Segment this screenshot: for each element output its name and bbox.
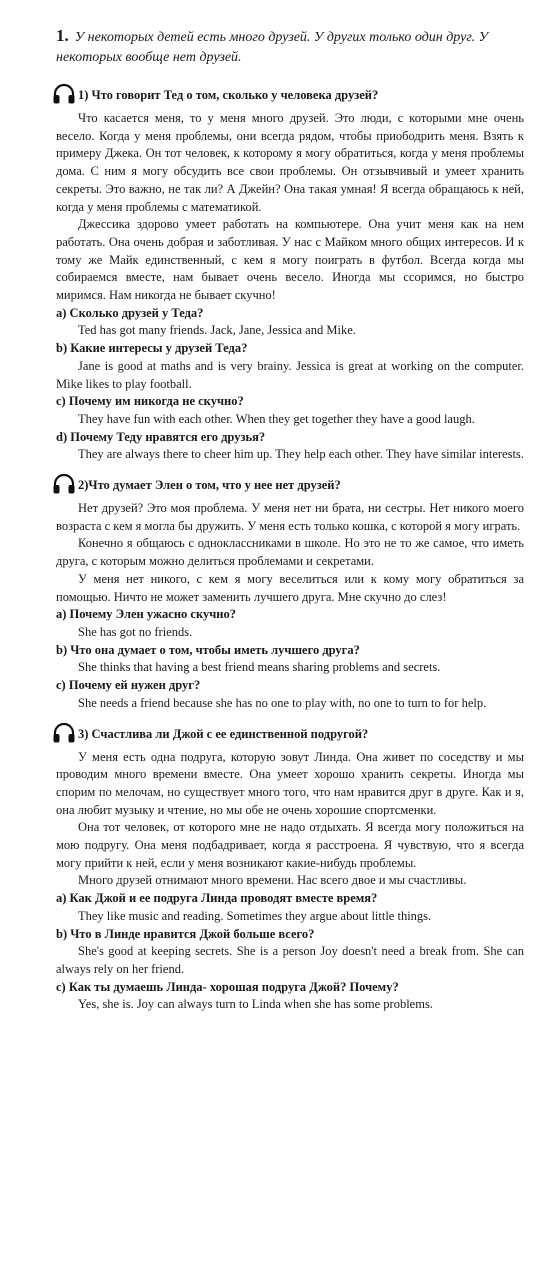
exercise-instruction: У некоторых детей есть много друзей. У других только один друг. У некоторых вообще нет друзей.	[56, 30, 489, 65]
text-paragraph: У меня есть одна подруга, которую зовут Линда. Она живет по соседству и мы проводим много времени вместе. Она умеет хорошо хранить секреты. Иногда мы спорим по мелочам, но существует много того, что нам нравится друг в друге. Как и я, она любит музыку и чтение, но мы обе не очень хорошие спортсменки.	[56, 749, 524, 817]
question: а) Почему Элен ужасно скучно?	[56, 607, 236, 622]
section-heading	[56, 725, 524, 743]
text-paragraph: Много друзей отнимают много времени. Нас всего двое и мы счастливы.	[78, 873, 467, 888]
headphones-icon	[52, 722, 76, 744]
question: с) Почему ей нужен друг?	[56, 678, 201, 693]
page	[56, 26, 524, 1026]
text-paragraph: Она тот человек, от которого мне не надо отдыхать. Я всегда могу положиться на мою подругу. Она меня подбадривает, когда я расстроена. Я чувствую, что я всегда могу прийти к ней, если у меня возникают какие-нибудь проблемы.	[56, 820, 524, 870]
answer: She has got no friends.	[78, 624, 193, 639]
text-paragraph: Конечно я общаюсь с одноклассниками в школе. Но это не то же самое, что иметь друга, с которым можно делиться проблемами и секретами.	[56, 536, 524, 569]
question: b) Что она думает о том, чтобы иметь лучшего друга?	[56, 642, 360, 657]
section-heading	[56, 86, 524, 104]
text-paragraph: Нет друзей? Это моя проблема. У меня нет ни брата, ни сестры. Нет никого моего возраста с кем я могла бы дружить. У меня есть только кошка, с которой я могу играть.	[56, 501, 524, 533]
answer: She thinks that having a best friend means sharing problems and secrets.	[78, 660, 441, 675]
question: а) Сколько друзей у Теда?	[56, 305, 204, 320]
answer: She's good at keeping secrets. She is a person Joy doesn't need a break from. She can always rely on her friend.	[56, 944, 524, 976]
answer: They have fun with each other. When they get together they have a good laugh.	[78, 411, 475, 426]
text-paragraph: У меня нет никого, с кем я могу веселиться или к кому могу обратиться за помощью. Ничто не может заменить лучшего друга. Мне скучно до слез!	[56, 571, 524, 604]
section-3	[56, 725, 524, 1015]
question: b) Какие интересы у друзей Теда?	[56, 341, 248, 356]
text-paragraph: Джессика здорово умеет работать на компьютере. Она учит меня как на нем работать. Она очень добрая и заботливая. У нас с Майком много общих интересов. И к тому же Майк единственный, с кем я могу поиграть в футбол. Всегда когда мы собираемся вместе, нам бывает очень весело. Иногда мы ссоримся, но быстро миримся. Нам никогда не бывает скучно!	[56, 217, 524, 303]
question: а) Как Джой и ее подруга Линда проводят вместе время?	[56, 891, 378, 906]
question: с) Почему им никогда не скучно?	[56, 394, 244, 409]
answer: They like music and reading. Sometimes they argue about little things.	[78, 908, 432, 923]
exercise-title	[56, 26, 524, 68]
section-heading-text: 2)Что думает Элен о том, что у нее нет друзей?	[78, 478, 341, 493]
section-heading-text: 1) Что говорит Тед о том, сколько у человека друзей?	[78, 88, 379, 102]
exercise-number: 1.	[56, 26, 69, 45]
question: b) Что в Линде нравится Джой больше всего?	[56, 926, 315, 941]
section-heading	[56, 476, 524, 494]
text-paragraph: Что касается меня, то у меня много друзей. Это люди, с которыми мне очень весело. Когда у меня проблемы, они всегда рядом, чтобы приободрить меня. Взять к примеру Джека. Он тот человек, к которому я могу обратиться, когда у меня проблемы дома. С ним я могу обсудить все свои проблемы. Он отзывчивый и умеет хранить секреты. Это важно, не так ли? А Джейн? Она такая умная! Я всегда обращаюсь к ней, когда у меня проблемы с математикой.	[56, 111, 524, 214]
answer: She needs a friend because she has no one to play with, no one to turn to for help.	[78, 695, 487, 710]
section-2	[56, 476, 524, 712]
answer: They are always there to cheer him up. They help each other. They have similar interests.	[78, 447, 524, 462]
answer: Yes, she is. Joy can always turn to Linda when she has some problems.	[78, 997, 433, 1012]
headphones-icon	[52, 83, 76, 105]
answer: Jane is good at maths and is very brainy. Jessica is great at working on the computer. Mike likes to play football.	[56, 358, 524, 391]
headphones-icon	[52, 473, 76, 495]
answer: Ted has got many friends. Jack, Jane, Jessica and Mike.	[78, 323, 356, 338]
question: d) Почему Теду нравятся его друзья?	[56, 429, 266, 444]
section-heading-text: 3) Счастлива ли Джой с ее единственной подругой?	[78, 726, 369, 741]
section-1	[56, 86, 524, 464]
question: с) Как ты думаешь Линда- хорошая подруга Джой? Почему?	[56, 979, 399, 994]
